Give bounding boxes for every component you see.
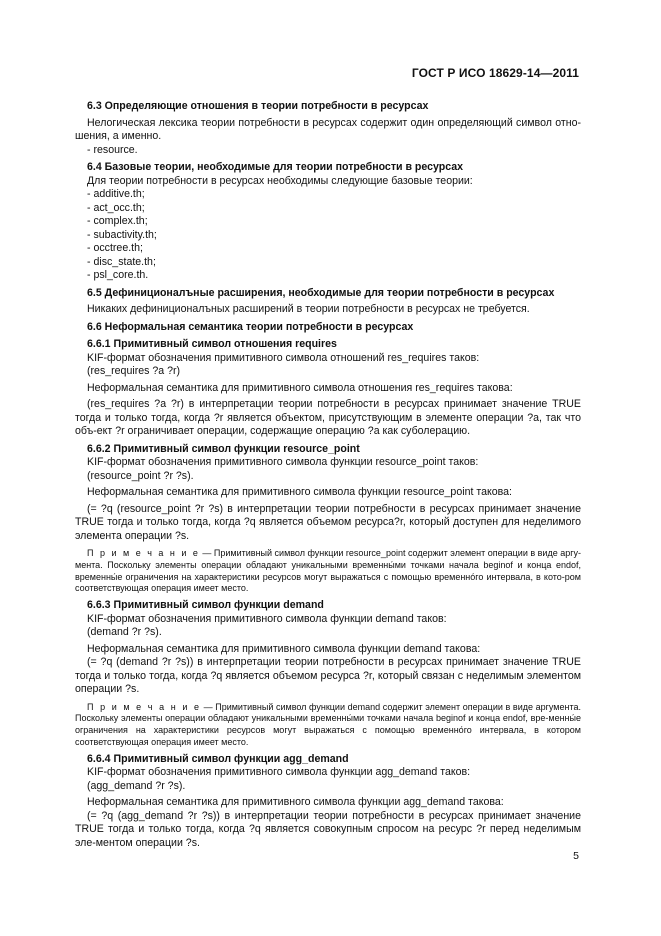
section-6-6-2-title: 6.6.2 Примитивный символ функции resource_point [87,442,360,455]
semantics-description: (= ?q (agg_demand ?r ?s)) в интерпретации теории потребности в ресурсах принимает значение TRUE тогда и только тогда, когда ?q является совокупным спросом на ресурс ?r перед неделимым эле-ментом операции ?s. [75,809,581,849]
semantics-intro: Неформальная семантика для примитивного символа функции resource_point такова: [87,486,512,498]
section-6-3-para: Нелогическая лексика теории потребности в ресурсах содержит один определяющий символ отно-шения, а именно. [75,116,581,142]
note-label: П р и м е ч а н и е [87,701,201,712]
section-6-4-para: Для теории потребности в ресурсах необходимы следующие базовые теории: [87,174,473,187]
semantics-intro: Неформальная семантика для примитивного символа функции demand такова: [87,642,481,655]
note-label: П р и м е ч а н и е [87,548,200,558]
list-item: - complex.th; [87,215,148,227]
semantics-intro: Неформальная семантика для примитивного символа отношения res_requires такова: [87,381,513,394]
kif-formula: (res_requires ?a ?r) [87,365,181,377]
section-6-4-list [75,188,581,283]
section-6-5-para: Никаких дефиниционалъных расширений в теории потребности в ресурсах не требуется. [87,303,530,315]
kif-format-text: KIF-формат обозначения примитивного символа функции resource_point таков: [87,456,479,468]
kif-formula: (demand ?r ?s). [87,626,162,639]
semantics-description: (= ?q (demand ?r ?s)) в интерпретации теории потребности в ресурсах принимает значение TRUE тогда и только тогда, когда ?q является объемом ресурса ?r, который связан с неделимым элементом операции ?s. [75,656,581,696]
section-6-5-title: 6.5 Дефиниционалъные расширения, необходимые для теории потребности в ресурсах [87,286,555,299]
section-6-3-list [75,144,581,158]
section-6-4-title: 6.4 Базовые теории, необходимые для теории потребности в ресурсах [87,161,464,173]
kif-format-text: KIF-формат обозначения примитивного символа функции agg_demand таков: [87,766,471,779]
note-text: — Примитивный символ функции demand содержит элемент операции в виде аргумента. Поскольку элементы операции обладают уникальными временны́ми точками начала beginof и конца endof, вре-менны́е ограничения на характеристики ресурсов могут выражаться с помощью временно́го интервала, в котором соответствующая операция имеет место. [75,701,581,748]
document-code: ГОСТ Р ИСО 18629-14—2011 [411,66,579,80]
list-item: - subactivity.th; [87,228,157,241]
section-6-3-title: 6.3 Определяющие отношения в теории потребности в ресурсах [87,100,429,112]
note-paragraph [75,548,581,595]
section-6-6-3-title: 6.6.3 Примитивный символ функции demand [87,599,324,612]
note-paragraph [75,702,581,749]
list-item: - resource. [87,143,138,156]
note-text: — Примитивный символ функции resource_point содержит элемент операции в виде аргу-мента. Поскольку элементы операции обладают уникальными временны́ми точками начала beginof и конца endof, временны́е ограничения на характеристики ресурсов могут выражаться с помощью временно́го интервала, в кото-ром соответствующая операция имеет место. [75,548,581,594]
semantics-description: (= ?q (resource_point ?r ?s) в интерпретации теории потребности в ресурсах принимает значение TRUE тогда и только тогда, когда ?q является объемом ресурса?r, который доступен для неделимого элемента операции ?s. [75,502,581,542]
section-6-6-title: 6.6 Неформальная семантика теории потребности в ресурсах [87,320,414,333]
list-item: - additive.th; [87,188,145,200]
semantics-intro: Неформальная семантика для примитивного символа функции agg_demand такова: [87,796,504,809]
page-content [75,96,581,850]
kif-formula: (resource_point ?r ?s). [87,469,194,482]
kif-format-text: KIF-формат обозначения примитивного символа отношений res_requires таков: [87,351,480,364]
kif-formula: (agg_demand ?r ?s). [87,779,186,792]
semantics-description: (res_requires ?a ?r) в интерпретации теории потребности в ресурсах принимает значение TRUE тогда и только тогда, когда ?r является объектом, присутствующим в элементе операции ?a, так что объ-ект ?r ограничивает операции, содержащие операцию ?a как суболерацию. [75,398,581,437]
list-item: - psl_core.th. [87,269,149,281]
section-6-6-1-title: 6.6.1 Примитивный символ отношения requires [87,338,337,350]
section-6-6-4-title: 6.6.4 Примитивный символ функции agg_demand [87,752,349,765]
kif-format-text: KIF-формат обозначения примитивного символа функции demand таков: [87,612,447,625]
list-item: - disc_state.th; [87,255,156,268]
list-item: - occtree.th; [87,242,143,254]
list-item: - act_occ.th; [87,201,145,214]
page-number: 5 [573,850,579,862]
